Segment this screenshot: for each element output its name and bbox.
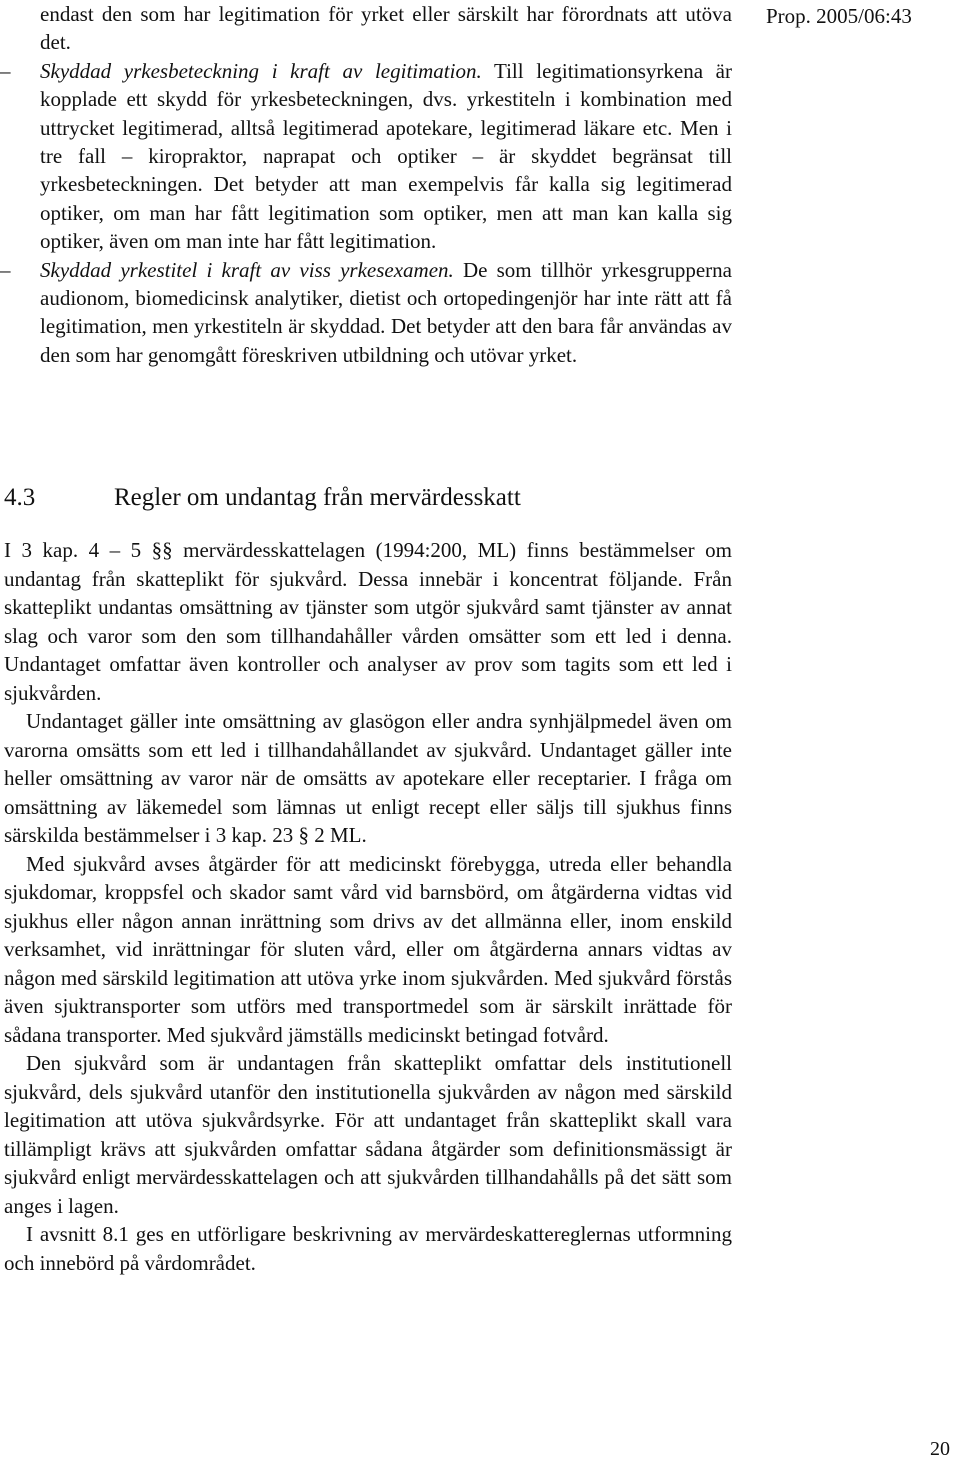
list-item-body: De som tillhör yrkesgrupperna audionom, biomedicinsk analytiker, dietist och ortopedingenjör har inte rätt att få legitimation, men yrkestiteln är skyddad. Det betyder att den bara får användas av den som har genomgått föreskriven utbildning och utövar yrket.: [40, 257, 732, 367]
list-item-lead: Skyddad yrkestitel i kraft av viss yrkesexamen.: [40, 257, 454, 282]
list-item: [0, 57, 732, 256]
list-item-lead: Skyddad yrkesbeteckning i kraft av legitimation.: [40, 58, 482, 83]
page-number: 20: [930, 1438, 950, 1460]
paragraph: I 3 kap. 4 – 5 §§ mervärdesskattelagen (1994:200, ML) finns bestämmelser om undantag från skatteplikt för sjukvård. Dessa innebär i koncentrat följande. Från skatteplikt undantas omsättning av tjänster som utgör sjukvård samt tjänster av annat slag och varor som den som tillhandahåller vården omsätter som ett led i denna. Undantaget omfattar även kontroller och analyser av prov som tagits som ett led i sjukvården.: [4, 538, 732, 705]
paragraph: Med sjukvård avses åtgärder för att medicinskt förebygga, utreda eller behandla sjukdomar, kroppsfel och skador samt vård vid barnsbörd, om åtgärderna vidtas vid sjukhus eller någon annan inrättning som drivs av det allmänna eller, inom enskild verksamhet, vid inrättningar för sluten vård, eller om åtgärderna annars vidtas av någon med särskild legitimation att utöva yrke inom sjukvården. Med sjukvård förstås även sjuktransporter som utförs med transportmedel som är särskilt inrättade för sådana transporter. Med sjukvård jämställs medicinskt betingad fotvård.: [4, 851, 732, 1047]
list-item: [0, 256, 732, 370]
paragraph: I avsnitt 8.1 ges en utförligare beskrivning av mervärdeskattereglernas utformning och innebörd på vårdområdet.: [4, 1222, 732, 1275]
continuation-text: endast den som har legitimation för yrket eller särskilt har förordnats att utöva det.: [40, 2, 732, 55]
list-item-body: Till legitimationsyrkena är kopplade ett skydd för yrkesbeteckningen, dvs. yrkestiteln i kombination med uttrycket legitimerad, alltså legitimerad apotekare, legitimerad läkare etc. Men i tre fall – kiropraktor, naprapat och optiker – är skyddet begränsat till yrkesbeteckningen. Det betyder att man exempelvis får kalla sig legitimerad optiker, om man har fått legitimation som optiker, men att man kan kalla sig optiker, även om man inte har fått legitimation.: [40, 58, 732, 254]
section-title: Regler om undantag från mervärdesskatt: [114, 484, 521, 511]
dash-bullet-icon: –: [0, 257, 11, 282]
section-heading: [4, 483, 732, 513]
section-body: [4, 536, 732, 1277]
paragraph: Den sjukvård som är undantagen från skatteplikt omfattar dels institutionell sjukvård, dels sjukvård utanför den institutionella sjukvården av någon med särskild legitimation att utöva sjukvårdsyrke. För att undantaget från skatteplikt skall vara tillämpligt krävs att sjukvården omfattar sådana åtgärder som definitionsmässigt är sjukvård enligt mervärdesskattelagen och att sjukvården tillhandahålls på det sätt som anges i lagen.: [4, 1051, 732, 1218]
list-section: [0, 0, 732, 369]
document-reference: Prop. 2005/06:43: [766, 4, 912, 28]
dash-bullet-icon: –: [0, 58, 11, 83]
paragraph: Undantaget gäller inte omsättning av glasögon eller andra synhjälpmedel även om varorna omsätts som ett led i tillhandahållandet av sjukvård. Undantaget gäller inte heller omsättning av varor när de omsätts av apotekare eller receptarier. I fråga om omsättning av läkemedel som lämnas ut enligt recept eller säljs till sjukhus finns särskilda bestämmelser i 3 kap. 23 § 2 ML.: [4, 709, 732, 847]
section-number: 4.3: [4, 484, 36, 511]
